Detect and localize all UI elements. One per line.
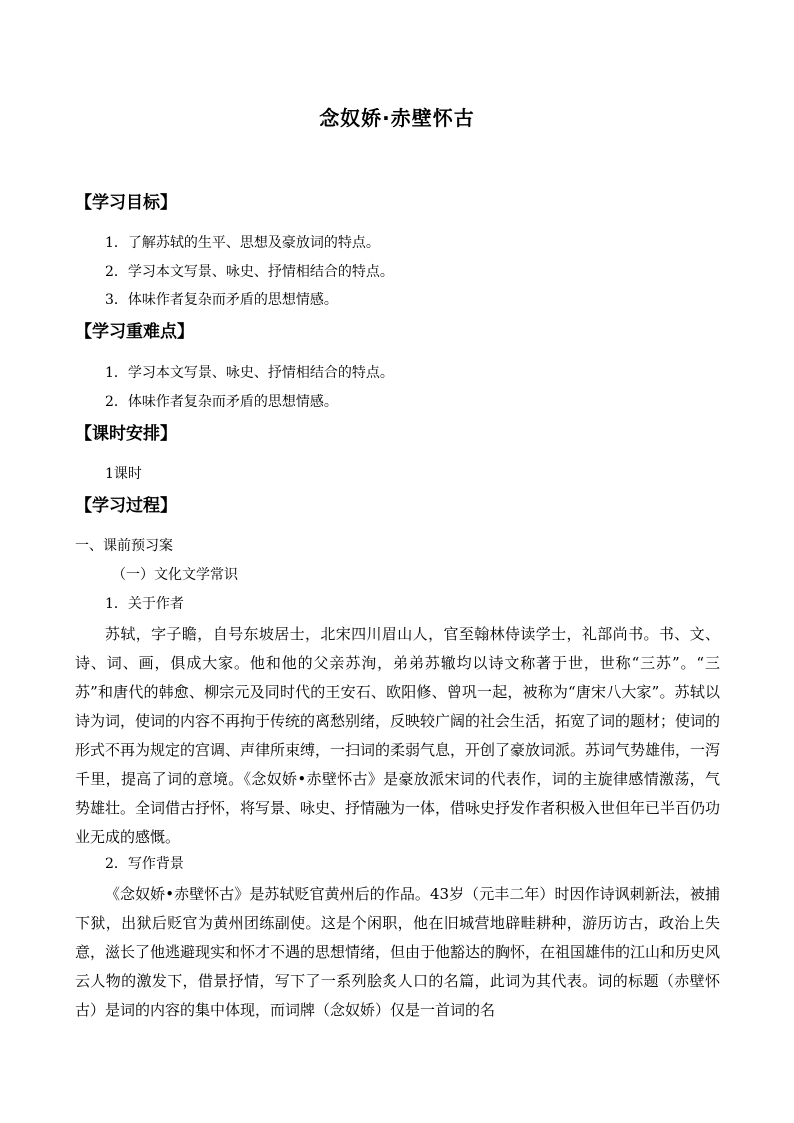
document-title: 念奴娇·赤壁怀古 (319, 106, 475, 130)
heading-key-points: 【学习重难点】 (75, 322, 194, 342)
author-paragraph: 苏轼，字子瞻，自号东坡居士，北宋四川眉山人，官至翰林侍读学士，礼部尚书。书、文、诗、词、画，俱成大家。他和他的父亲苏洵，弟弟苏辙均以诗文称著于世，世称“三苏”。“三苏”和唐代的韩愈、柳宗元及同时代的王安石、欧阳修、曾巩一起，被称为“唐宋八大家”。苏轼以诗为词，使词的内容不再拘于传统的离愁别绪，反映较广阔的社会生活，拓宽了词的题材；使词的形式不再为规定的宫调、声律所束缚，一扫词的柔弱气息，开创了豪放词派。苏词气势雄伟，一泻千里，提高了词的意境。《念奴娇•赤壁怀古》是豪放派宋词的代表作，词的主旋律感情激荡，气势雄壮。全词借古抒怀，将写景、咏史、抒情融为一体，借咏史抒发作者积极入世但年已半百仍功业无成的感慨。 (75, 625, 721, 846)
schedule-text: 1课时 (105, 466, 142, 482)
subsection-literary-knowledge: （一）文化文学常识 (112, 567, 238, 583)
goal-item-1: 1．了解苏轼的生平、思想及豪放词的特点。 (105, 235, 380, 251)
heading-schedule: 【课时安排】 (75, 424, 177, 444)
goal-item-2: 2．学习本文写景、咏史、抒情相结合的特点。 (105, 264, 394, 280)
background-paragraph: 《念奴娇•赤壁怀古》是苏轼贬官黄州后的作品。43岁（元丰二年）时因作诗讽刺新法，被捕下狱，出狱后贬官为黄州团练副使。这是个闲职，他在旧城营地辟畦耕种，游历访古，政治上失意，滋长了他逃避现实和怀才不遇的思想情绪，但由于他豁达的胸怀，在祖国雄伟的江山和历史风云人物的激发下，借景抒情，写下了一系列脍炙人口的名篇，此词为其代表。词的标题（赤壁怀古）是词的内容的集中体现，而词牌（念奴娇）仅是一首词的名 (75, 885, 721, 1019)
heading-learning-goals: 【学习目标】 (75, 193, 177, 213)
part-preview: 一、课前预习案 (75, 538, 173, 554)
key-point-item-2: 2．体味作者复杂而矛盾的思想情感。 (105, 394, 338, 410)
item-about-author: 1．关于作者 (105, 596, 184, 612)
heading-learning-process: 【学习过程】 (75, 496, 177, 516)
key-point-item-1: 1．学习本文写景、咏史、抒情相结合的特点。 (105, 365, 394, 381)
item-writing-background: 2．写作背景 (105, 856, 184, 872)
goal-item-3: 3．体味作者复杂而矛盾的思想情感。 (105, 292, 338, 308)
